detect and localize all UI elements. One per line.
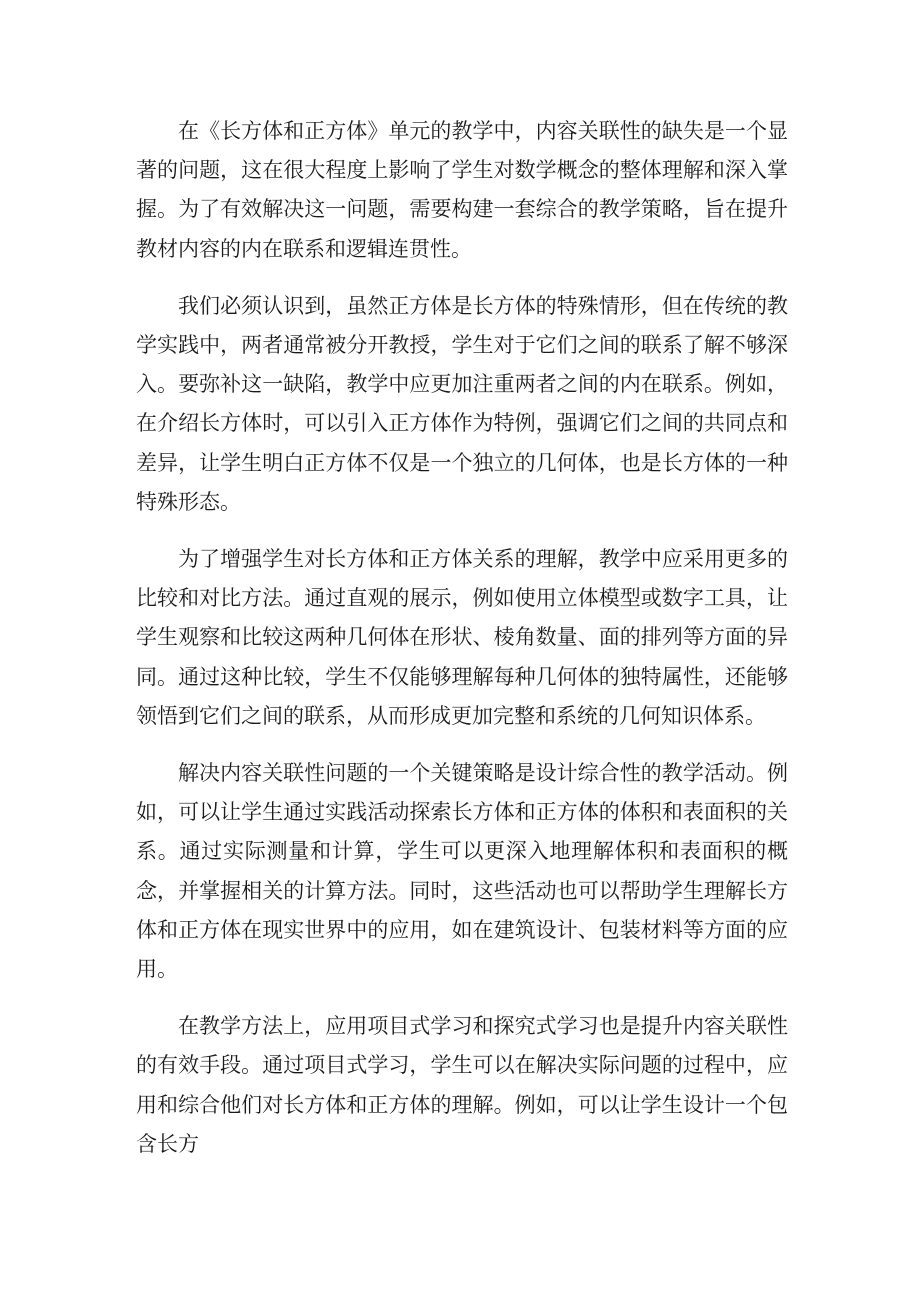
paragraph-5: 在教学方法上，应用项目式学习和探究式学习也是提升内容关联性的有效手段。通过项目式学习，学生可以在解决实际问题的过程中，应用和综合他们对长方体和正方体的理解。例如，可以让学生设计一个包含长方 xyxy=(136,1014,788,1156)
paragraph-3: 为了增强学生对长方体和正方体关系的理解，教学中应采用更多的比较和对比方法。通过直观的展示，例如使用立体模型或数字工具，让学生观察和比较这两种几何体在形状、棱角数量、面的排列等方面的异同。通过这种比较，学生不仅能够理解每种几何体的独特属性，还能够领悟到它们之间的联系，从而形成更加完整和系统的几何知识体系。 xyxy=(136,547,788,728)
paragraph-2: 我们必须认识到，虽然正方体是长方体的特殊情形，但在传统的教学实践中，两者通常被分开教授，学生对于它们之间的联系了解不够深入。要弥补这一缺陷，教学中应更加注重两者之间的内在联系。例如，在介绍长方体时，可以引入正方体作为特例，强调它们之间的共同点和差异，让学生明白正方体不仅是一个独立的几何体，也是长方体的一种特殊形态。 xyxy=(136,293,788,514)
paragraph-1: 在《长方体和正方体》单元的教学中，内容关联性的缺失是一个显著的问题，这在很大程度上影响了学生对数学概念的整体理解和深入掌握。为了有效解决这一问题，需要构建一套综合的教学策略，旨在提升教材内容的内在联系和逻辑连贯性。 xyxy=(136,119,788,261)
document-body xyxy=(136,112,788,1182)
paragraph-4: 解决内容关联性问题的一个关键策略是设计综合性的教学活动。例如，可以让学生通过实践活动探索长方体和正方体的体积和表面积的关系。通过实际测量和计算，学生可以更深入地理解体积和表面积的概念，并掌握相关的计算方法。同时，这些活动也可以帮助学生理解长方体和正方体在现实世界中的应用，如在建筑设计、包装材料等方面的应用。 xyxy=(136,761,788,982)
